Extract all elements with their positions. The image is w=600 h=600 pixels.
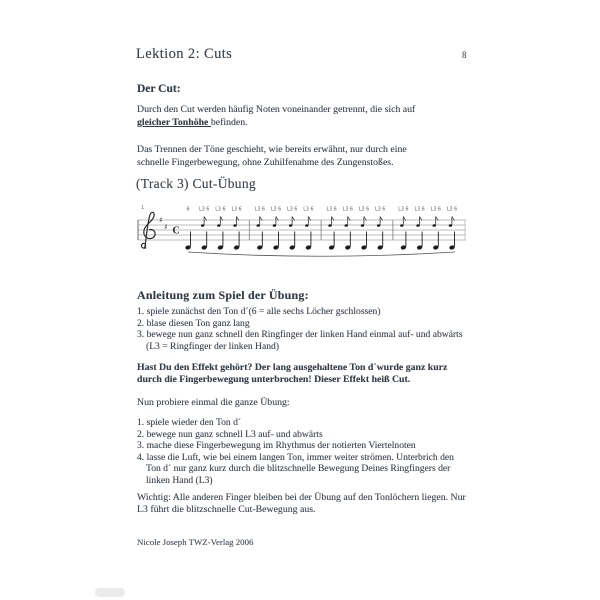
svg-text:L3 6: L3 6: [414, 207, 425, 213]
effect-note: [137, 362, 447, 387]
notes-group: [185, 207, 457, 257]
sharp-icon: ♯: [164, 222, 168, 232]
paragraph-probiere: Nun probiere einmal die ganze Übung:: [137, 397, 290, 408]
svg-text:L3 6: L3 6: [254, 207, 265, 213]
footer-imprint: Nicole Joseph TWZ-Verlag 2006: [137, 537, 254, 547]
svg-text:L3 6: L3 6: [398, 207, 409, 213]
list-item-continuation: Ton d´ nur ganz kurz durch die blitzschnelle Bewegung Deines Ringfingers der: [146, 463, 451, 475]
paragraph-trennen: [137, 143, 407, 169]
svg-text:L3 6: L3 6: [270, 207, 282, 213]
svg-text:L3 6: L3 6: [231, 207, 242, 213]
section-heading-der-cut: Der Cut:: [137, 83, 181, 95]
svg-text:L3 6: L3 6: [375, 207, 386, 213]
svg-text:L3 6: L3 6: [342, 207, 353, 213]
sharp-icon: ♯: [159, 215, 163, 225]
page-number: 8: [462, 50, 467, 60]
svg-text:L3 6: L3 6: [303, 207, 314, 213]
list-item: 1. spiele wieder den Ton d´: [137, 417, 242, 428]
measure-number: 1: [141, 205, 145, 211]
svg-text:L3 6: L3 6: [446, 207, 458, 213]
list-item-continuation: linken Hand (L3): [146, 474, 213, 486]
paragraph-line: schnelle Fingerbewegung, ohne Zuhilfenahme des Zungenstoßes.: [137, 157, 394, 168]
instruction-list-2: [137, 417, 454, 487]
paragraph-line: L3 führt die blitzschnelle Cut-Bewegung aus.: [137, 504, 316, 516]
svg-text:L3 6: L3 6: [326, 207, 337, 213]
time-signature: C: [172, 225, 180, 237]
svg-text:L3 6: L3 6: [287, 207, 298, 213]
scan-artifact: [95, 588, 125, 597]
paragraph-line: Hast Du den Effekt gehört? Der lang ausgehaltene Ton d´wurde ganz kurz: [137, 362, 448, 373]
page-title: Lektion 2: Cuts: [136, 46, 233, 62]
list-item: 2. blase diesen Ton ganz lang: [137, 317, 250, 329]
svg-text:L3 6: L3 6: [215, 207, 226, 213]
list-item: 3. bewege nun ganz schnell den Ringfinger der linken Hand einmal auf- und abwärts: [137, 329, 463, 341]
staff-lines: [138, 220, 466, 240]
emphasis-gleicher-tonhoehe: gleicher Tonhöhe: [137, 117, 211, 128]
list-item: 3. mache diese Fingerbewegung im Rhythmus der notierten Viertelnoten: [137, 440, 416, 452]
track-heading: (Track 3) Cut-Übung: [136, 176, 256, 191]
music-staff: [134, 202, 474, 262]
paragraph-line: Das Trennen der Töne geschieht, wie bereits erwähnt, nur durch eine: [137, 144, 407, 155]
paragraph-line: durch die Fingerbewegung unterbrochen! Dieser Effekt heiß Cut.: [137, 374, 411, 386]
paragraph-line: Wichtig: Alle anderen Finger bleiben bei der Übung auf den Tonlöchern liegen. Nur: [137, 492, 466, 503]
svg-text:L3 6: L3 6: [199, 207, 210, 213]
paragraph-line: befinden.: [210, 117, 248, 128]
list-item: 4. lasse die Luft, wie bei einem langen Ton, immer weiter strömen. Unterbrich den: [137, 451, 454, 463]
section-heading-anleitung: Anleitung zum Spiel der Übung:: [137, 288, 309, 302]
paragraph-wichtig: [137, 492, 466, 516]
paragraph-cut-intro: [137, 103, 415, 129]
list-item-continuation: (L3 = Ringfinger der linken Hand): [146, 340, 280, 352]
svg-text:L3 6: L3 6: [358, 207, 370, 213]
svg-text:6: 6: [186, 207, 190, 213]
svg-text:L3 6: L3 6: [430, 207, 441, 213]
paragraph-line: Durch den Cut werden häufig Noten voneinander getrennt, die sich auf: [137, 104, 416, 115]
list-item: 1. spiele zunächst den Ton d´(6 = alle sechs Löcher gschlossen): [137, 306, 381, 317]
list-item: 2. bewege nun ganz schnell L3 auf- und abwärts: [137, 428, 323, 440]
instruction-list-1: [137, 306, 463, 352]
